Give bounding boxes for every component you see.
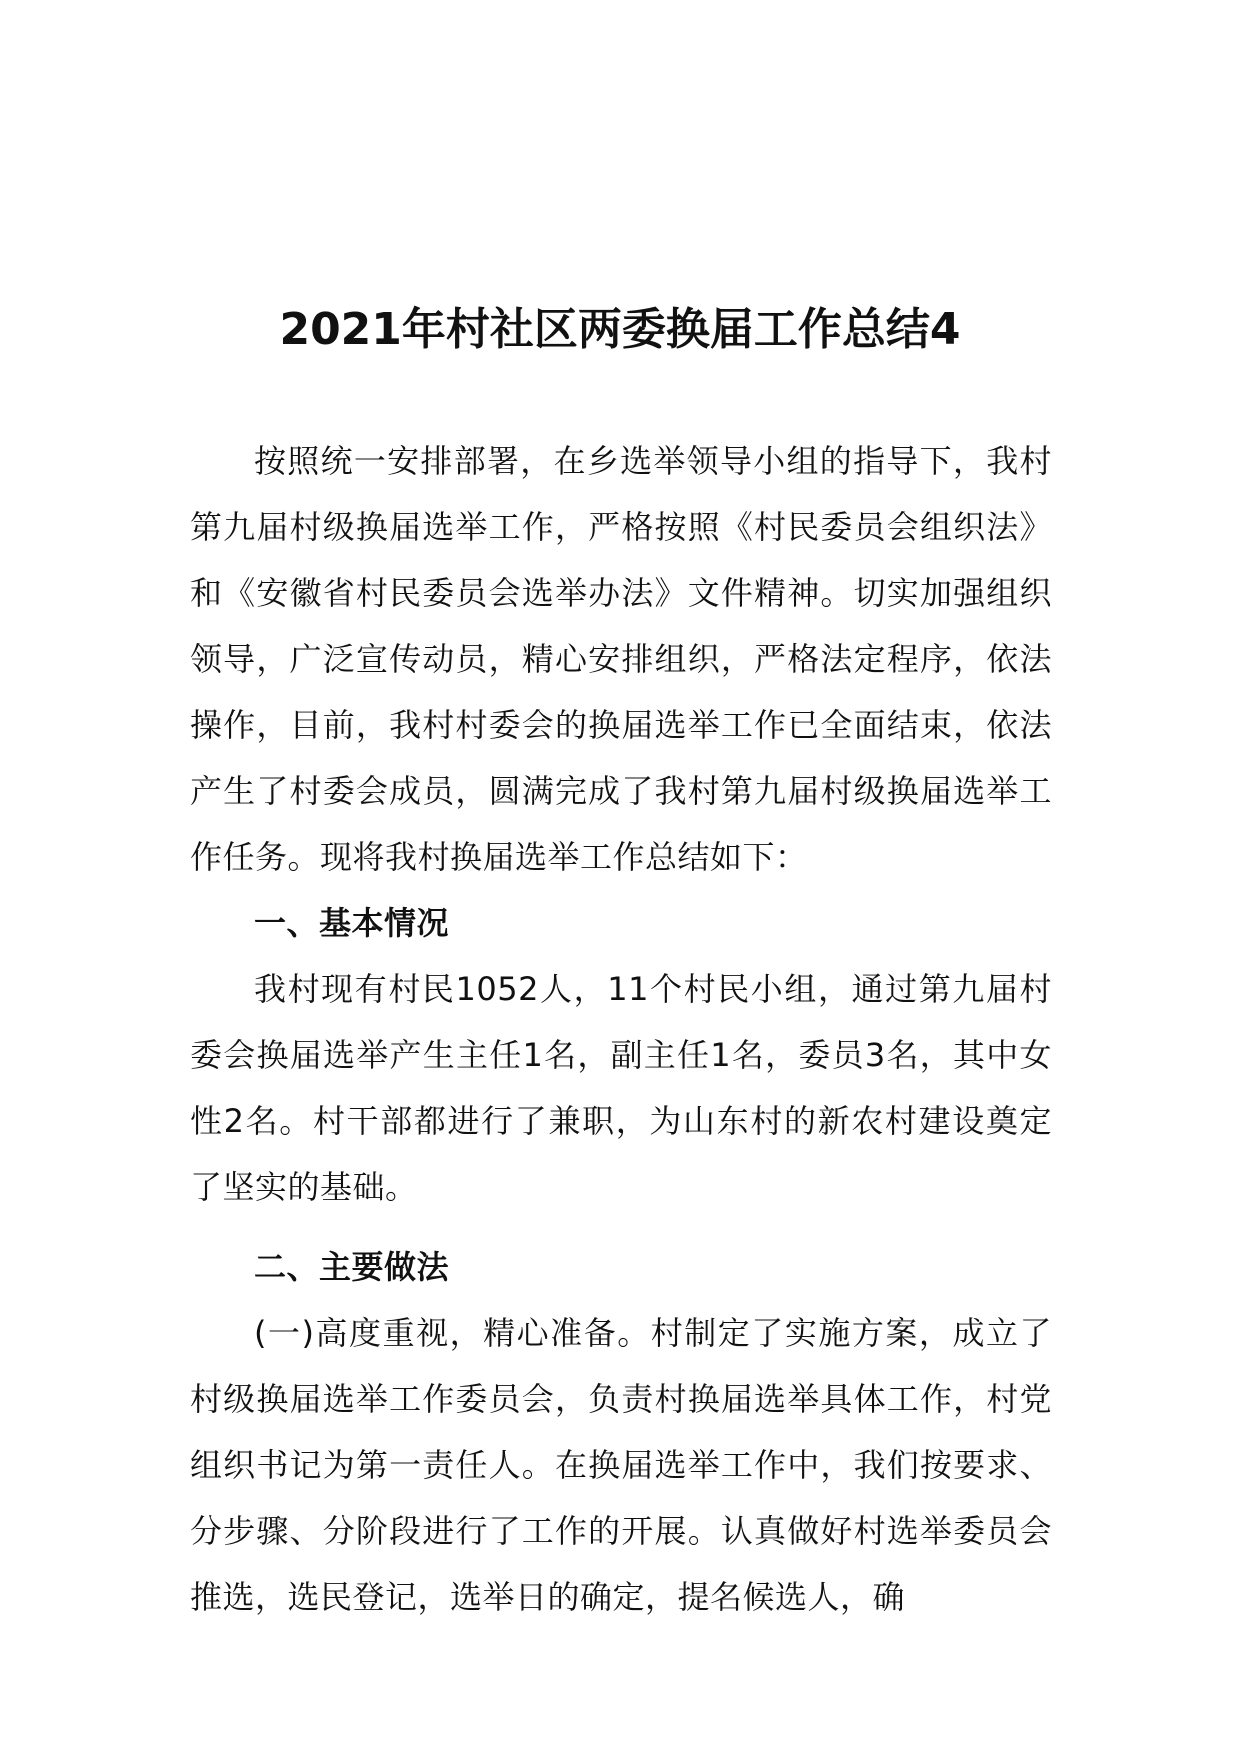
basic-info-paragraph: 我村现有村民1052人，11个村民小组，通过第九届村委会换届选举产生主任1名，副主任1名，委员3名，其中女性2名。村干部都进行了兼职，为山东村的新农村建设奠定了坚实的基础。 bbox=[190, 970, 1052, 1206]
section-heading-methods: 二、主要做法 bbox=[254, 1248, 450, 1286]
method-paragraph-1: (一)高度重视，精心准备。村制定了实施方案，成立了村级换届选举工作委员会，负责村换届选举具体工作，村党组织书记为第一责任人。在换届选举工作中，我们按要求、分步骤、分阶段进行了工作的开展。认真做好村选举委员会推选，选民登记，选举日的确定，提名候选人，确 bbox=[190, 1314, 1052, 1616]
document-title: 2021年村社区两委换届工作总结4 bbox=[279, 304, 961, 355]
document-body bbox=[190, 428, 1052, 1630]
intro-paragraph: 按照统一安排部署，在乡选举领导小组的指导下，我村第九届村级换届选举工作，严格按照《村民委员会组织法》和《安徽省村民委员会选举办法》文件精神。切实加强组织领导，广泛宣传动员，精心安排组织，严格法定程序，依法操作，目前，我村村委会的换届选举工作已全面结束，依法产生了村委会成员，圆满完成了我村第九届村级换届选举工作任务。现将我村换届选举工作总结如下： bbox=[190, 442, 1052, 876]
section-heading-basic: 一、基本情况 bbox=[254, 904, 450, 942]
